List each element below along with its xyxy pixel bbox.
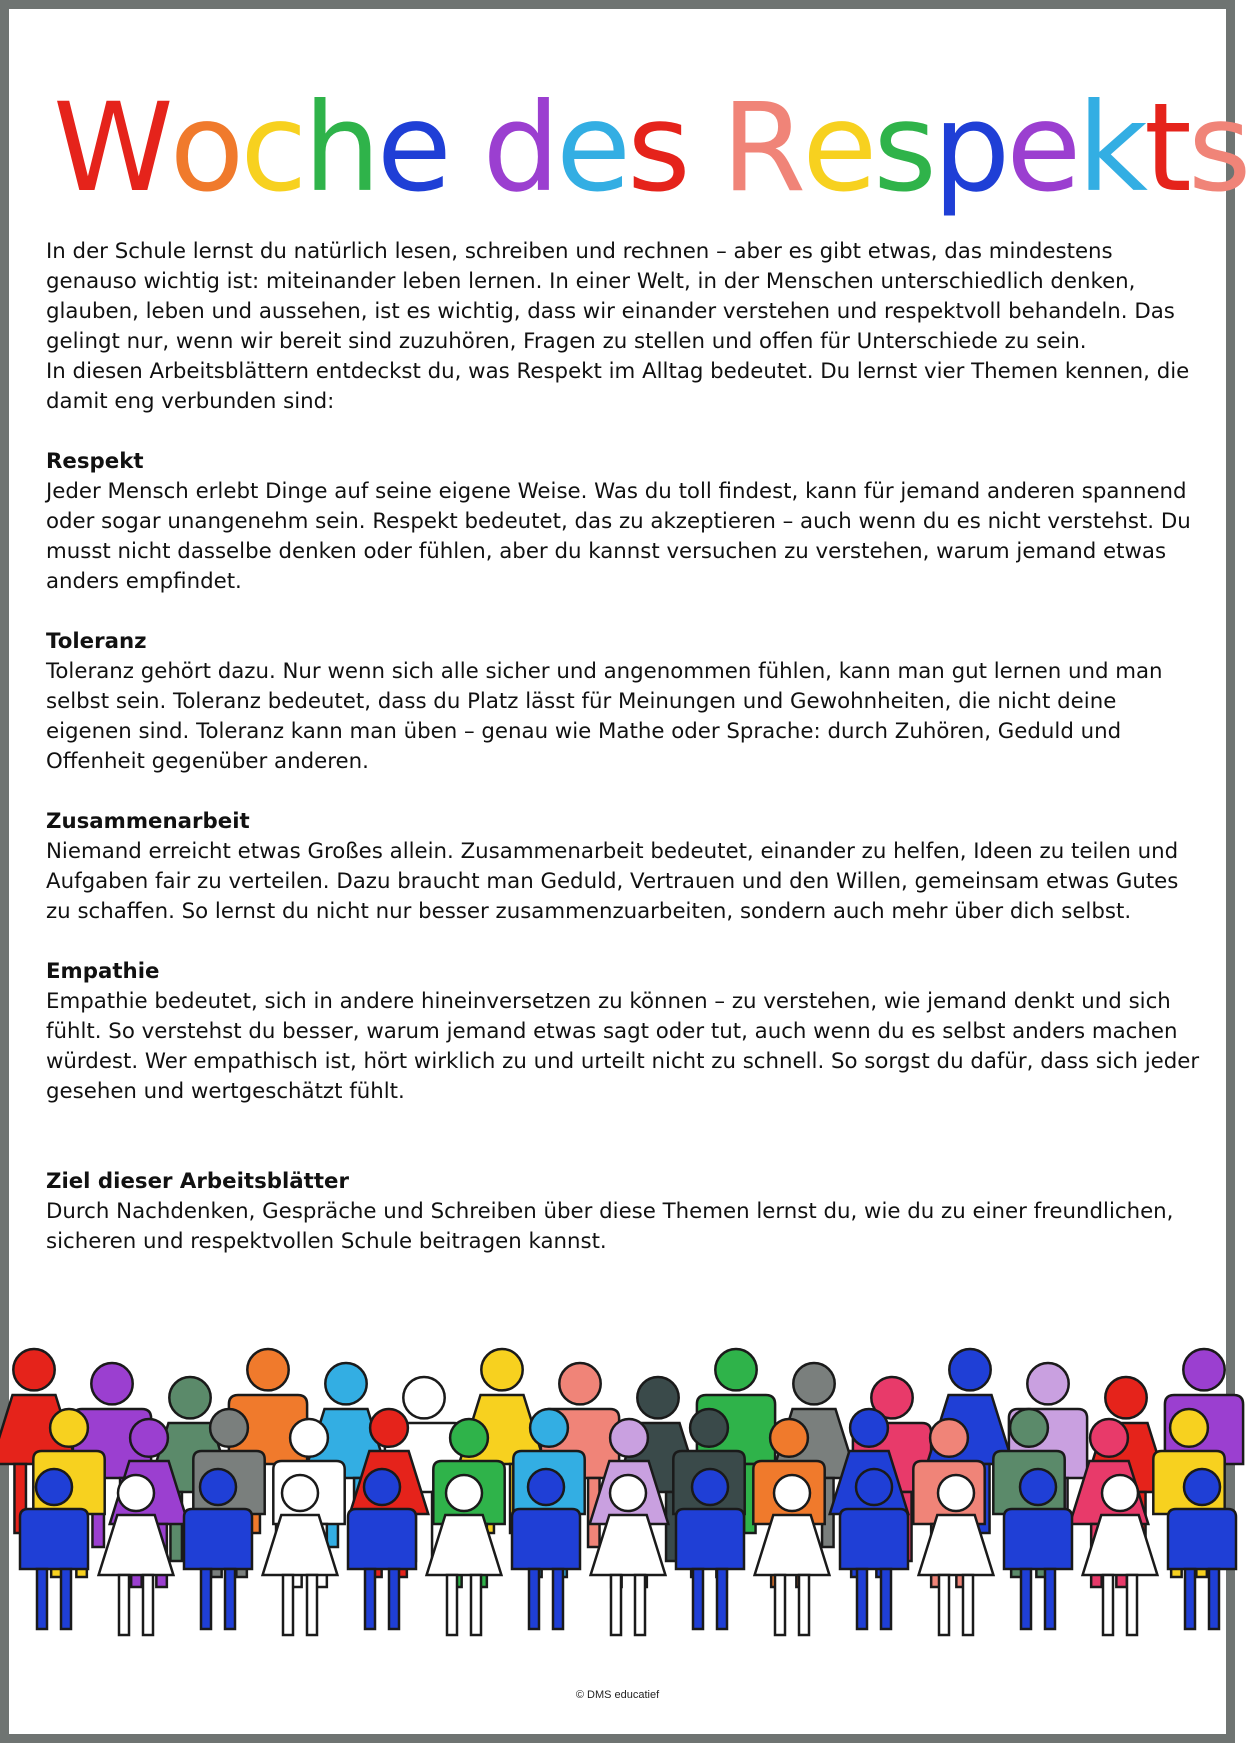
title-letter: R [721,77,803,219]
section-heading: Empathie [46,959,160,984]
section-empathie [46,957,1206,1107]
intro-paragraph-1: In der Schule lernst du natürlich lesen, schreiben und rechnen – aber es gibt etwas, das mindestens genauso wichtig ist: miteinander leben lernen. In einer Welt, in der Menschen unterschiedlich denken, glauben, leben und aussehen, ist es wichtig, dass wir einander verstehen und respektvoll behandeln. Das gelingt nur, wenn wir bereit sind zuzuhören, Fragen zu stellen und offen für Unterschiede zu sein. [46,239,1175,354]
section-text: Empathie bedeutet, sich in andere hineinversetzen zu können – zu verstehen, wie jemand denkt und sich fühlt. So verstehst du besser, warum jemand etwas sagt oder tut, auch wenn du es selbst anders machen würdest. Wer empathisch ist, hört wirklich zu und urteilt nicht zu schnell. So sorgst du dafür, dass sich jeder gesehen und wertgeschätzt fühlt. [46,989,1200,1104]
title-letter: e [1006,77,1078,219]
title-letter: e [802,77,874,219]
title-letter: s [627,77,687,219]
title-letter: s [873,77,933,219]
title-letter [687,73,722,223]
section-text: Jeder Mensch erlebt Dinge auf seine eigene Weise. Was du toll findest, kann für jemand anderen spannend oder sogar unangenehm sein. Respekt bedeutet, das zu akzeptieren – auch wenn du es nicht verstehst. Du musst nicht dasselbe denken oder fühlen, aber du kannst versuchen zu verstehen, warum jemand etwas anders empfindet. [46,479,1191,594]
title-letter: c [240,77,304,219]
goal-text: Durch Nachdenken, Gespräche und Schreiben über diese Themen lernst du, wie du zu einer freundlichen, sicheren und respektvollen Schule beitragen kannst. [46,1199,1174,1254]
section-goal [46,1167,1206,1257]
title-letter: s [1187,77,1247,219]
title-letter: o [169,77,241,219]
title-letter: h [303,77,377,219]
people-crowd-illustration [9,1339,1226,1699]
title-letter [448,73,483,223]
title-letter: W [53,77,170,219]
title-letter: e [376,77,448,219]
title-letter: t [1143,77,1188,219]
content-area [46,237,1206,1257]
title-letter: k [1077,77,1144,219]
intro-paragraph-2: In diesen Arbeitsblättern entdeckst du, was Respekt im Alltag bedeutet. Du lernst vier Themen kennen, die damit eng verbunden sind: [46,359,1190,414]
section-text: Niemand erreicht etwas Großes allein. Zusammenarbeit bedeutet, einander zu helfen, Ideen zu teilen und Aufgaben fair zu verteilen. Dazu braucht man Geduld, Vertrauen und den Willen, gemeinsam etwas Gutes zu schaffen. So lernst du nicht nur besser zusammenzuarbeiten, sondern auch mehr über dich selbst. [46,839,1179,924]
title-letter: p [932,77,1007,219]
section-text: Toleranz gehört dazu. Nur wenn sich alle sicher und angenommen fühlen, kann man gut lernen und man selbst sein. Toleranz bedeutet, dass du Platz lässt für Meinungen und Gewohnheiten, die nicht deine eigenen sind. Toleranz kann man üben – genau wie Mathe oder Sprache: durch Zuhören, Geduld und Offenheit gegenüber anderen. [46,659,1163,774]
section-respekt [46,447,1206,597]
page-title [53,73,1247,223]
title-letter: d [482,77,556,219]
section-heading: Toleranz [46,629,147,654]
section-toleranz [46,627,1206,777]
section-heading: Respekt [46,449,144,474]
copyright-notice: © DMS educatief [575,1689,660,1701]
section-zusammenarbeit [46,807,1206,927]
title-letter: e [556,77,628,219]
goal-heading: Ziel dieser Arbeitsblätter [46,1169,349,1194]
section-heading: Zusammenarbeit [46,809,250,834]
